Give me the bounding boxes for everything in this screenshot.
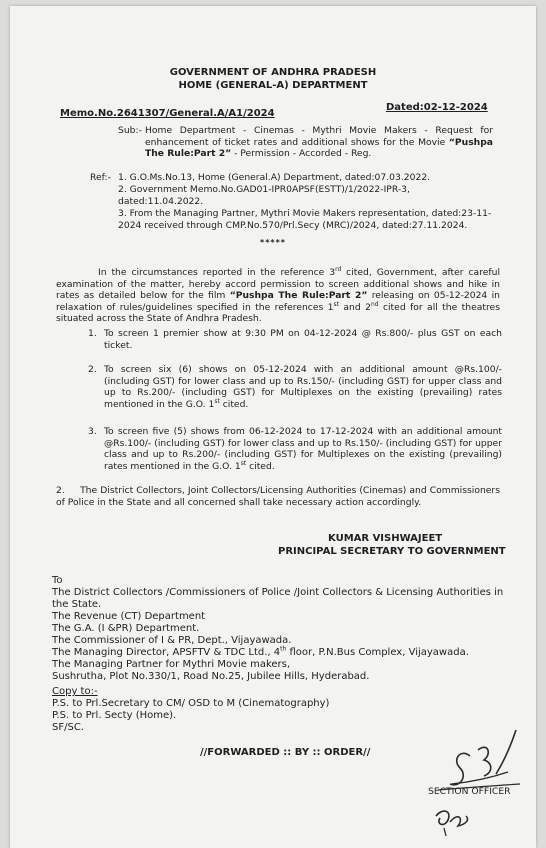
government-title: GOVERNMENT OF ANDHRA PRADESH: [169, 67, 377, 78]
references-label: Ref:-: [90, 172, 111, 183]
md-text-a: The Managing Director, APSFTV & TDC Ltd., 4: [52, 647, 281, 658]
recipient-partner: The Managing Partner for Mythri Movie makers,: [52, 659, 291, 670]
intro-part-c: releasing on 05-12-2024 in relaxation of rules/guidelines specified in the references 1: [56, 290, 500, 313]
handwritten-signature: [430, 728, 530, 838]
signatory-name: KUMAR VISHWAJEET: [328, 533, 443, 544]
subject-label: Sub:-: [118, 125, 142, 136]
to-label: To: [52, 575, 63, 586]
reference-item-2: 2. Government Memo.No.GAD01-IPR0APSF(ESTT)/1/2022-IPR-3, dated:11.04.2022.: [118, 184, 410, 207]
point-text-3-body: To screen five (5) shows from 06-12-2024 to 17-12-2024 with an additional amount @Rs.100/- (including GST) for lower class and up to Rs.150/- (including GST) for upper class and up to Rs.200/- (including GST) for Multiplexes on the existing (prevailing) rates mentioned in the G.O. 1: [104, 426, 502, 472]
reference-item-3: 3. From the Managing Partner, Mythri Movie Makers representation, dated:23-11-2024 received through CMP.No.570/Prl.Secy (MRC)/2024, dated:27.11.2024.: [118, 208, 492, 231]
point-text-2-tail: cited.: [219, 398, 249, 410]
md-text-b: floor, P.N.Bus Complex, Vijayawada.: [286, 647, 469, 658]
point-text-2: [104, 364, 502, 410]
point-number-1: 1.: [88, 328, 97, 339]
subject-text: [145, 125, 493, 160]
department-title: HOME (GENERAL-A) DEPARTMENT: [178, 80, 368, 91]
copy-line-3: SF/SC.: [52, 722, 84, 733]
subject-text-end: - Permission - Accorded - Reg.: [231, 148, 372, 160]
forwarded-by-order: //FORWARDED :: BY :: ORDER//: [200, 747, 371, 758]
recipient-line-4: The Commissioner of I & PR, Dept., Vijayawada.: [52, 635, 292, 646]
point-text-3-tail: cited.: [246, 460, 275, 472]
copy-line-1: P.S. to Prl.Secretary to CM/ OSD to M (Cinematography): [52, 698, 330, 709]
point-item-1: [88, 328, 502, 351]
point-number-3: 3.: [88, 426, 97, 437]
point-text-2-sup: st: [214, 397, 220, 405]
intro-movie: “Pushpa The Rule:Part 2”: [229, 290, 368, 302]
recipient-line-3: The G.A. (I &PR) Department.: [52, 623, 200, 634]
point-number-2: 2.: [88, 364, 97, 375]
intro-sup-3: nd: [370, 300, 379, 308]
point-item-3: [88, 426, 502, 472]
copy-to-label: Copy to:-: [52, 686, 98, 697]
intro-part-a: In the circumstances reported in the reference 3: [98, 267, 336, 278]
document-page: [10, 6, 536, 848]
md-sup: th: [280, 645, 287, 653]
paragraph-2-number: 2.: [56, 485, 65, 496]
memo-date: Dated:02-12-2024: [386, 102, 488, 113]
section-officer-label: SECTION OFFICER: [428, 786, 511, 797]
intro-part-d: and 2: [339, 301, 371, 313]
paragraph-2-text: The District Collectors, Joint Collectors/Licensing Authorities (Cinemas) and Commissioners of Police in the State and all concerned shall take necessary action accordingly.: [56, 485, 500, 508]
intro-sup-2: st: [333, 300, 340, 308]
point-text-3: [104, 426, 502, 472]
intro-part-e: cited for all the theatres situated across the State of Andhra Pradesh.: [56, 301, 500, 325]
subject-text-start: Home Department - Cinemas - Mythri Movie Makers - Request for enhancement of ticket rates and additional shows for the Movie: [145, 125, 493, 148]
signatory-title: PRINCIPAL SECRETARY TO GOVERNMENT: [278, 546, 506, 557]
intro-part-b: cited, Government, after careful examination of the matter, hereby accord permission to screen additional shows and hike in rates as detailed below for the film: [56, 267, 500, 302]
point-text-2-body: To screen six (6) shows on 05-12-2024 with an additional amount @Rs.100/- (including GST) for lower class and up to Rs.150/- (including GST) for upper class and up to Rs.200/- (including GST) for Multiplexes on the existing (prevailing) rates mentioned in the G.O. 1: [104, 364, 502, 410]
recipient-line-1: The District Collectors /Commissioners of Police /Joint Collectors & Licensing Authorities in the State.: [52, 587, 504, 611]
point-text-1: [104, 328, 502, 351]
intro-sup-1: rd: [335, 265, 342, 273]
recipient-managing-director: [52, 647, 469, 659]
memo-number: Memo.No.2641307/General.A/A1/2024: [60, 108, 275, 119]
point-text-3-sup: st: [240, 459, 247, 467]
recipient-address: Sushrutha, Plot No.330/1, Road No.25, Jubilee Hills, Hyderabad.: [52, 671, 370, 682]
intro-paragraph: [56, 267, 500, 325]
copy-line-2: P.S. to Prl. Secty (Home).: [52, 710, 177, 721]
paragraph-2: [56, 485, 500, 508]
recipient-line-2: The Revenue (CT) Department: [52, 611, 206, 622]
point-item-2: [88, 364, 502, 410]
subject-movie: “Pushpa The Rule:Part 2”: [145, 136, 493, 160]
reference-item-1: 1. G.O.Ms.No.13, Home (General.A) Department, dated:07.03.2022.: [118, 172, 431, 183]
separator-stars: *****: [260, 238, 286, 247]
point-text-1-body: To screen 1 premier show at 9:30 PM on 04-12-2024 @ Rs.800/- plus GST on each ticket.: [104, 328, 502, 351]
